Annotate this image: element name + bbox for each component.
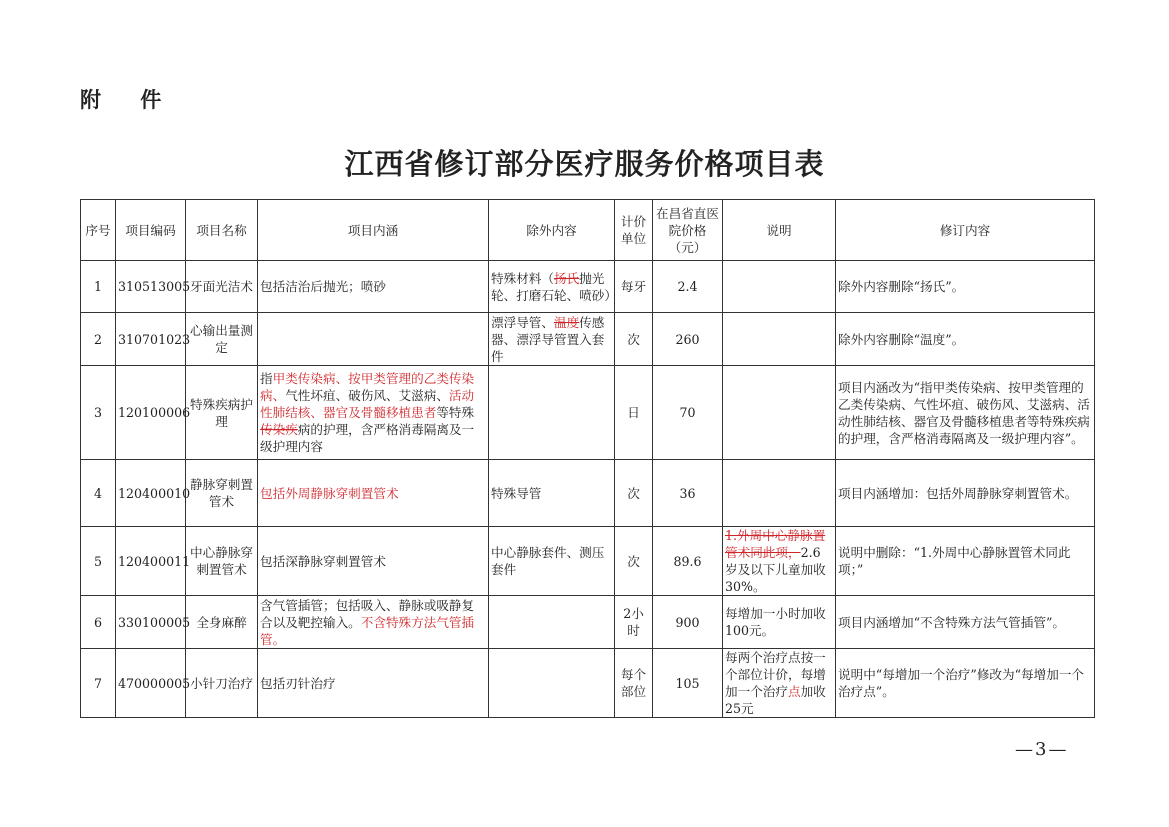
cell-unit: 次 [615, 313, 653, 366]
cell-code: 120400011 [116, 527, 186, 596]
table-row [81, 649, 1095, 718]
cell-seq: 5 [81, 527, 116, 596]
header-seq: 序号 [81, 200, 116, 261]
attachment-label: 附 件 [80, 88, 178, 112]
cell-note: 每两个治疗点按一个部位计价，每增加一个治疗点加收25元 [723, 649, 836, 718]
cell-revision: 说明中删除：“1.外周中心静脉置管术同此项；” [836, 527, 1095, 596]
cell-revision: 除外内容删除“温度”。 [836, 313, 1095, 366]
header-unit: 计价单位 [615, 200, 653, 261]
cell-price: 260 [653, 313, 723, 366]
cell-note: 1.外周中心静脉置管术同此项，2.6岁及以下儿童加收30%。 [723, 527, 836, 596]
cell-name: 静脉穿刺置管术 [186, 460, 258, 527]
cell-revision: 项目内涵改为“指甲类传染病、按甲类管理的乙类传染病、气性坏疽、破伤风、艾滋病、活动性肺结核、器官及骨髓移植患者等特殊疾病的护理，含严格消毒隔离及一级护理内容”。 [836, 366, 1095, 460]
cell-code: 330100005 [116, 596, 186, 649]
cell-content [258, 313, 489, 366]
cell-seq: 3 [81, 366, 116, 460]
cell-unit: 日 [615, 366, 653, 460]
header-code: 项目编码 [116, 200, 186, 261]
cell-code: 310513005 [116, 261, 186, 313]
cell-excluded: 漂浮导管、温度传感器、漂浮导管置入套件 [489, 313, 615, 366]
cell-excluded [489, 649, 615, 718]
cell-price: 105 [653, 649, 723, 718]
table-row [81, 313, 1095, 366]
cell-excluded: 特殊导管 [489, 460, 615, 527]
cell-excluded: 中心静脉套件、测压套件 [489, 527, 615, 596]
header-price: 在昌省直医院价格（元） [653, 200, 723, 261]
table-row [81, 596, 1095, 649]
cell-name: 心输出量测定 [186, 313, 258, 366]
cell-seq: 2 [81, 313, 116, 366]
cell-note [723, 313, 836, 366]
cell-price: 900 [653, 596, 723, 649]
cell-name: 全身麻醉 [186, 596, 258, 649]
price-table [80, 199, 1095, 718]
cell-revision: 项目内涵增加“不含特殊方法气管插管”。 [836, 596, 1095, 649]
header-excluded: 除外内容 [489, 200, 615, 261]
cell-content: 包括洁治后抛光；喷砂 [258, 261, 489, 313]
document-title: 江西省修订部分医疗服务价格项目表 [344, 147, 825, 181]
table-row [81, 261, 1095, 313]
cell-unit: 次 [615, 527, 653, 596]
cell-unit: 每牙 [615, 261, 653, 313]
cell-seq: 7 [81, 649, 116, 718]
page-number: —3— [1015, 739, 1069, 760]
cell-unit: 2小时 [615, 596, 653, 649]
header-revision: 修订内容 [836, 200, 1095, 261]
cell-code: 470000005 [116, 649, 186, 718]
header-name: 项目名称 [186, 200, 258, 261]
cell-note [723, 460, 836, 527]
header-row [81, 200, 1095, 261]
table-row [81, 366, 1095, 460]
cell-code: 120400010 [116, 460, 186, 527]
cell-note: 每增加一小时加收100元。 [723, 596, 836, 649]
table-row [81, 527, 1095, 596]
cell-excluded [489, 366, 615, 460]
cell-name: 中心静脉穿刺置管术 [186, 527, 258, 596]
cell-excluded: 特殊材料（扬氏抛光轮、打磨石轮、喷砂） [489, 261, 615, 313]
cell-code: 310701023 [116, 313, 186, 366]
cell-content: 包括外周静脉穿刺置管术 [258, 460, 489, 527]
cell-price: 2.4 [653, 261, 723, 313]
cell-seq: 6 [81, 596, 116, 649]
cell-name: 特殊疾病护理 [186, 366, 258, 460]
header-note: 说明 [723, 200, 836, 261]
cell-content: 包括刃针治疗 [258, 649, 489, 718]
header-content: 项目内涵 [258, 200, 489, 261]
cell-excluded [489, 596, 615, 649]
cell-price: 36 [653, 460, 723, 527]
cell-revision: 项目内涵增加：包括外周静脉穿刺置管术。 [836, 460, 1095, 527]
cell-content: 包括深静脉穿刺置管术 [258, 527, 489, 596]
cell-content: 含气管插管；包括吸入、静脉或吸静复合以及靶控输入。不含特殊方法气管插管。 [258, 596, 489, 649]
table-row [81, 460, 1095, 527]
cell-note [723, 261, 836, 313]
cell-seq: 4 [81, 460, 116, 527]
cell-price: 70 [653, 366, 723, 460]
cell-unit: 次 [615, 460, 653, 527]
cell-name: 牙面光洁术 [186, 261, 258, 313]
cell-price: 89.6 [653, 527, 723, 596]
cell-seq: 1 [81, 261, 116, 313]
cell-unit: 每个部位 [615, 649, 653, 718]
cell-revision: 说明中“每增加一个治疗”修改为“每增加一个治疗点”。 [836, 649, 1095, 718]
cell-note [723, 366, 836, 460]
cell-content: 指甲类传染病、按甲类管理的乙类传染病、气性坏疽、破伤风、艾滋病、活动性肺结核、器官及骨髓移植患者等特殊传染疾病的护理，含严格消毒隔离及一级护理内容 [258, 366, 489, 460]
cell-revision: 除外内容删除“扬氏”。 [836, 261, 1095, 313]
cell-code: 120100006 [116, 366, 186, 460]
cell-name: 小针刀治疗 [186, 649, 258, 718]
